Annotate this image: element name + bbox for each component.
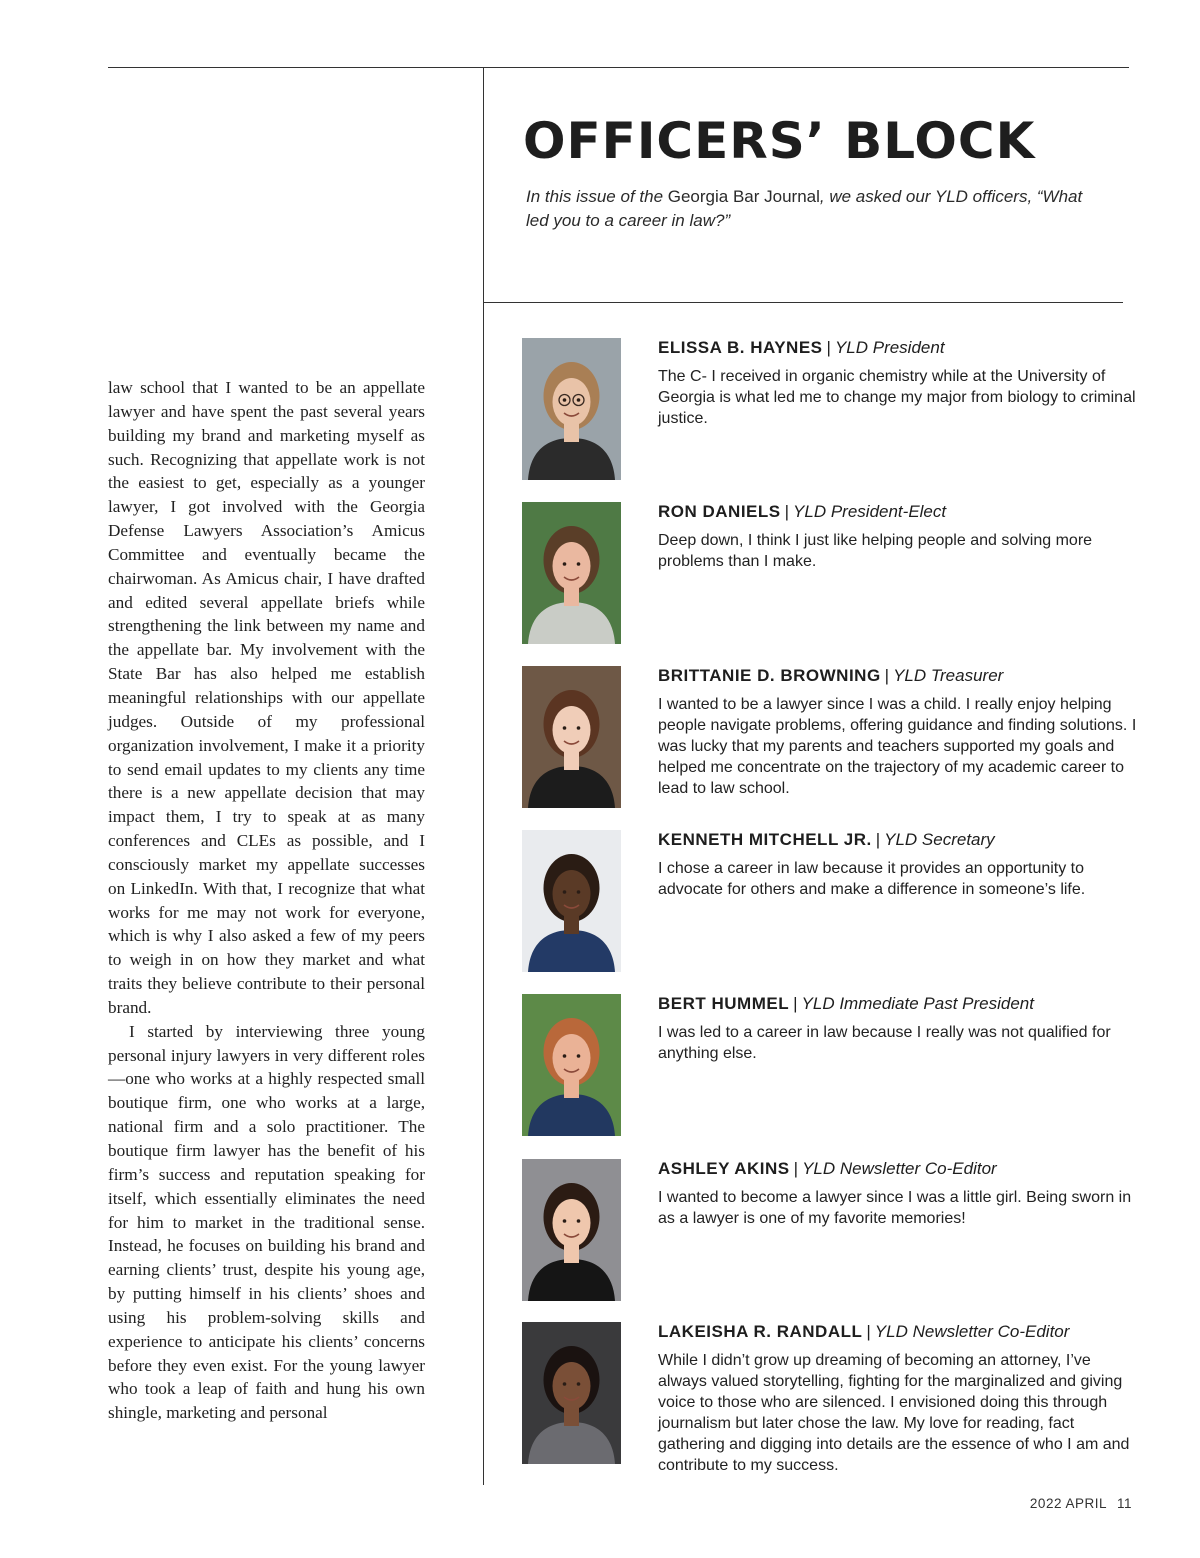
officer-card xyxy=(522,1157,1142,1307)
officer-info xyxy=(658,1157,1138,1229)
portrait-image xyxy=(522,994,621,1136)
portrait-eye xyxy=(577,1382,581,1386)
officer-name: ELISSA B. HAYNES xyxy=(658,338,823,357)
officer-photo xyxy=(522,830,621,972)
officer-photo xyxy=(522,666,621,808)
separator: | xyxy=(875,830,881,849)
officer-heading xyxy=(658,992,1138,1016)
portrait-eye xyxy=(563,1054,567,1058)
portrait-eye xyxy=(577,1219,581,1223)
officer-photo xyxy=(522,994,621,1136)
officer-name: ASHLEY AKINS xyxy=(658,1159,790,1178)
portrait-eye xyxy=(563,1219,567,1223)
portrait-eye xyxy=(563,562,567,566)
officer-heading xyxy=(658,1320,1138,1344)
officer-card xyxy=(522,664,1142,814)
portrait-face xyxy=(553,1034,591,1082)
officer-card xyxy=(522,828,1142,978)
officer-quote: The C- I received in organic chemistry while at the University of Georgia is what led me to change my major from biology to criminal justice. xyxy=(658,368,1136,427)
article-column xyxy=(108,376,425,1425)
officer-heading xyxy=(658,336,1138,360)
portrait-face xyxy=(553,870,591,918)
officer-name: KENNETH MITCHELL JR. xyxy=(658,830,872,849)
portrait-eye xyxy=(577,890,581,894)
officer-name: LAKEISHA R. RANDALL xyxy=(658,1322,863,1341)
portrait-face xyxy=(553,706,591,754)
officer-info xyxy=(658,500,1138,572)
officer-card xyxy=(522,1320,1142,1480)
portrait-eye xyxy=(577,398,581,402)
officer-info xyxy=(658,992,1138,1064)
intro-pre: In this issue of the xyxy=(526,187,668,206)
officer-heading xyxy=(658,1157,1138,1181)
officer-card xyxy=(522,992,1142,1142)
page-number: 11 xyxy=(1116,1496,1132,1511)
portrait-eye xyxy=(577,1054,581,1058)
journal-name: Georgia Bar Journal xyxy=(667,187,820,206)
officer-info xyxy=(658,336,1138,429)
officer-info xyxy=(658,664,1138,799)
separator: | xyxy=(826,338,831,357)
officer-quote: I wanted to be a lawyer since I was a child. I really enjoy helping people navigate problems, offering guidance and finding solutions. I was lucky that my parents and teachers supported my goals and helped me concentrate on the trajectory of my academic career to lead to law school. xyxy=(658,696,1137,797)
separator: | xyxy=(784,502,790,521)
intro-text xyxy=(526,185,1106,233)
header-bottom-rule xyxy=(483,302,1123,303)
issue-label: 2022 APRIL xyxy=(1029,1496,1107,1511)
officer-photo xyxy=(522,1159,621,1301)
portrait-face xyxy=(553,1199,591,1247)
portrait-face xyxy=(553,378,591,426)
officer-name: BRITTANIE D. BROWNING xyxy=(658,666,881,685)
portrait-face xyxy=(553,542,591,590)
separator: | xyxy=(793,1159,799,1178)
officer-quote: I was led to a career in law because I really was not qualified for anything else. xyxy=(658,1024,1111,1062)
officer-photo xyxy=(522,338,621,480)
portrait-image xyxy=(522,338,621,480)
officer-quote: While I didn’t grow up dreaming of becoming an attorney, I’ve always valued storytelling, fighting for the marginalized and giving voice to those who are silenced. I envisioned doing this through journalism but later chose the law. My love for reading, fact gathering and digging into details are the essence of who I am and contribute to my success. xyxy=(658,1352,1130,1474)
top-rule xyxy=(108,67,1129,68)
portrait-image xyxy=(522,502,621,644)
officer-card xyxy=(522,500,1142,650)
officer-quote: Deep down, I think I just like helping people and solving more problems than I make. xyxy=(658,532,1093,570)
officer-name: RON DANIELS xyxy=(658,502,781,521)
officer-role: YLD President-Elect xyxy=(793,502,947,521)
portrait-image xyxy=(522,1159,621,1301)
separator: | xyxy=(884,666,890,685)
officer-photo xyxy=(522,502,621,644)
officer-role: YLD Secretary xyxy=(884,830,995,849)
portrait-eye xyxy=(563,726,567,730)
column-divider xyxy=(483,67,484,1485)
officer-role: YLD Treasurer xyxy=(893,666,1004,685)
officer-info xyxy=(658,1320,1138,1476)
separator: | xyxy=(793,994,798,1013)
article-paragraph: law school that I wanted to be an appellate lawyer and have spent the past several years building my brand and marketing myself as such. Recognizing that appellate work is not the easiest to get, especially as a younger lawyer, I got involved with the Georgia Defense Lawyers Association’s Amicus Committee and eventually became the chairwoman. As Amicus chair, I have drafted and edited several appellate briefs while strengthening the link between my name and the appellate bar. My involvement with the State Bar has also helped me establish meaningful relationships with our appellate judges. Outside of my professional organization involvement, I make it a priority to send email updates to my clients any time there is a new appellate decision that may impact them, I try to speak at as many conferences and CLEs as possible, and I consciously market my appellate successes on LinkedIn. With that, I recognize that what works for me may not work for everyone, which is why I also asked a few of my peers to weigh in on how they market and what traits they believe contribute to their personal brand. xyxy=(108,378,425,1017)
officer-photo xyxy=(522,1322,621,1464)
page-footer xyxy=(1030,1496,1132,1511)
officer-role: YLD Immediate Past President xyxy=(801,994,1034,1013)
portrait-image xyxy=(522,830,621,972)
portrait-eye xyxy=(563,1382,567,1386)
officer-quote: I chose a career in law because it provides an opportunity to advocate for others and make a difference in someone’s life. xyxy=(658,860,1086,898)
article-paragraph: I started by interviewing three young personal injury lawyers in very different roles—one who works at a highly respected small boutique firm, one who works at a large, national firm and a solo practitioner. The boutique firm lawyer has the benefit of his firm’s success and reputation speaking for itself, which essentially eliminates the need for him to market in the traditional sense. Instead, he focuses on building his brand and earning clients’ trust, despite his young age, by putting himself in his clients’ shoes and using his problem-solving skills and experience to anticipate his clients’ concerns before they even exist. For the young lawyer who took a leap of faith and hung his own shingle, marketing and personal xyxy=(108,1021,425,1423)
officer-quote: I wanted to become a lawyer since I was a little girl. Being sworn in as a lawyer is one of my favorite memories! xyxy=(658,1189,1132,1227)
portrait-image xyxy=(522,1322,621,1464)
intro-post: , we asked our YLD officers, “What led you to a career in law?” xyxy=(526,187,1083,230)
page-title: OFFICERS’ BLOCK xyxy=(523,112,1036,170)
officer-role: YLD Newsletter Co-Editor xyxy=(802,1159,997,1178)
portrait-eye xyxy=(577,726,581,730)
officer-role: YLD President xyxy=(834,338,945,357)
officer-heading xyxy=(658,500,1138,524)
officer-role: YLD Newsletter Co-Editor xyxy=(874,1322,1070,1341)
portrait-eye xyxy=(563,398,567,402)
officer-info xyxy=(658,828,1138,900)
officer-card xyxy=(522,336,1142,486)
portrait-eye xyxy=(563,890,567,894)
officer-name: BERT HUMMEL xyxy=(658,994,790,1013)
portrait-face xyxy=(553,1362,591,1410)
portrait-image xyxy=(522,666,621,808)
separator: | xyxy=(866,1322,871,1341)
officer-heading xyxy=(658,664,1138,688)
portrait-eye xyxy=(577,562,581,566)
officer-heading xyxy=(658,828,1138,852)
